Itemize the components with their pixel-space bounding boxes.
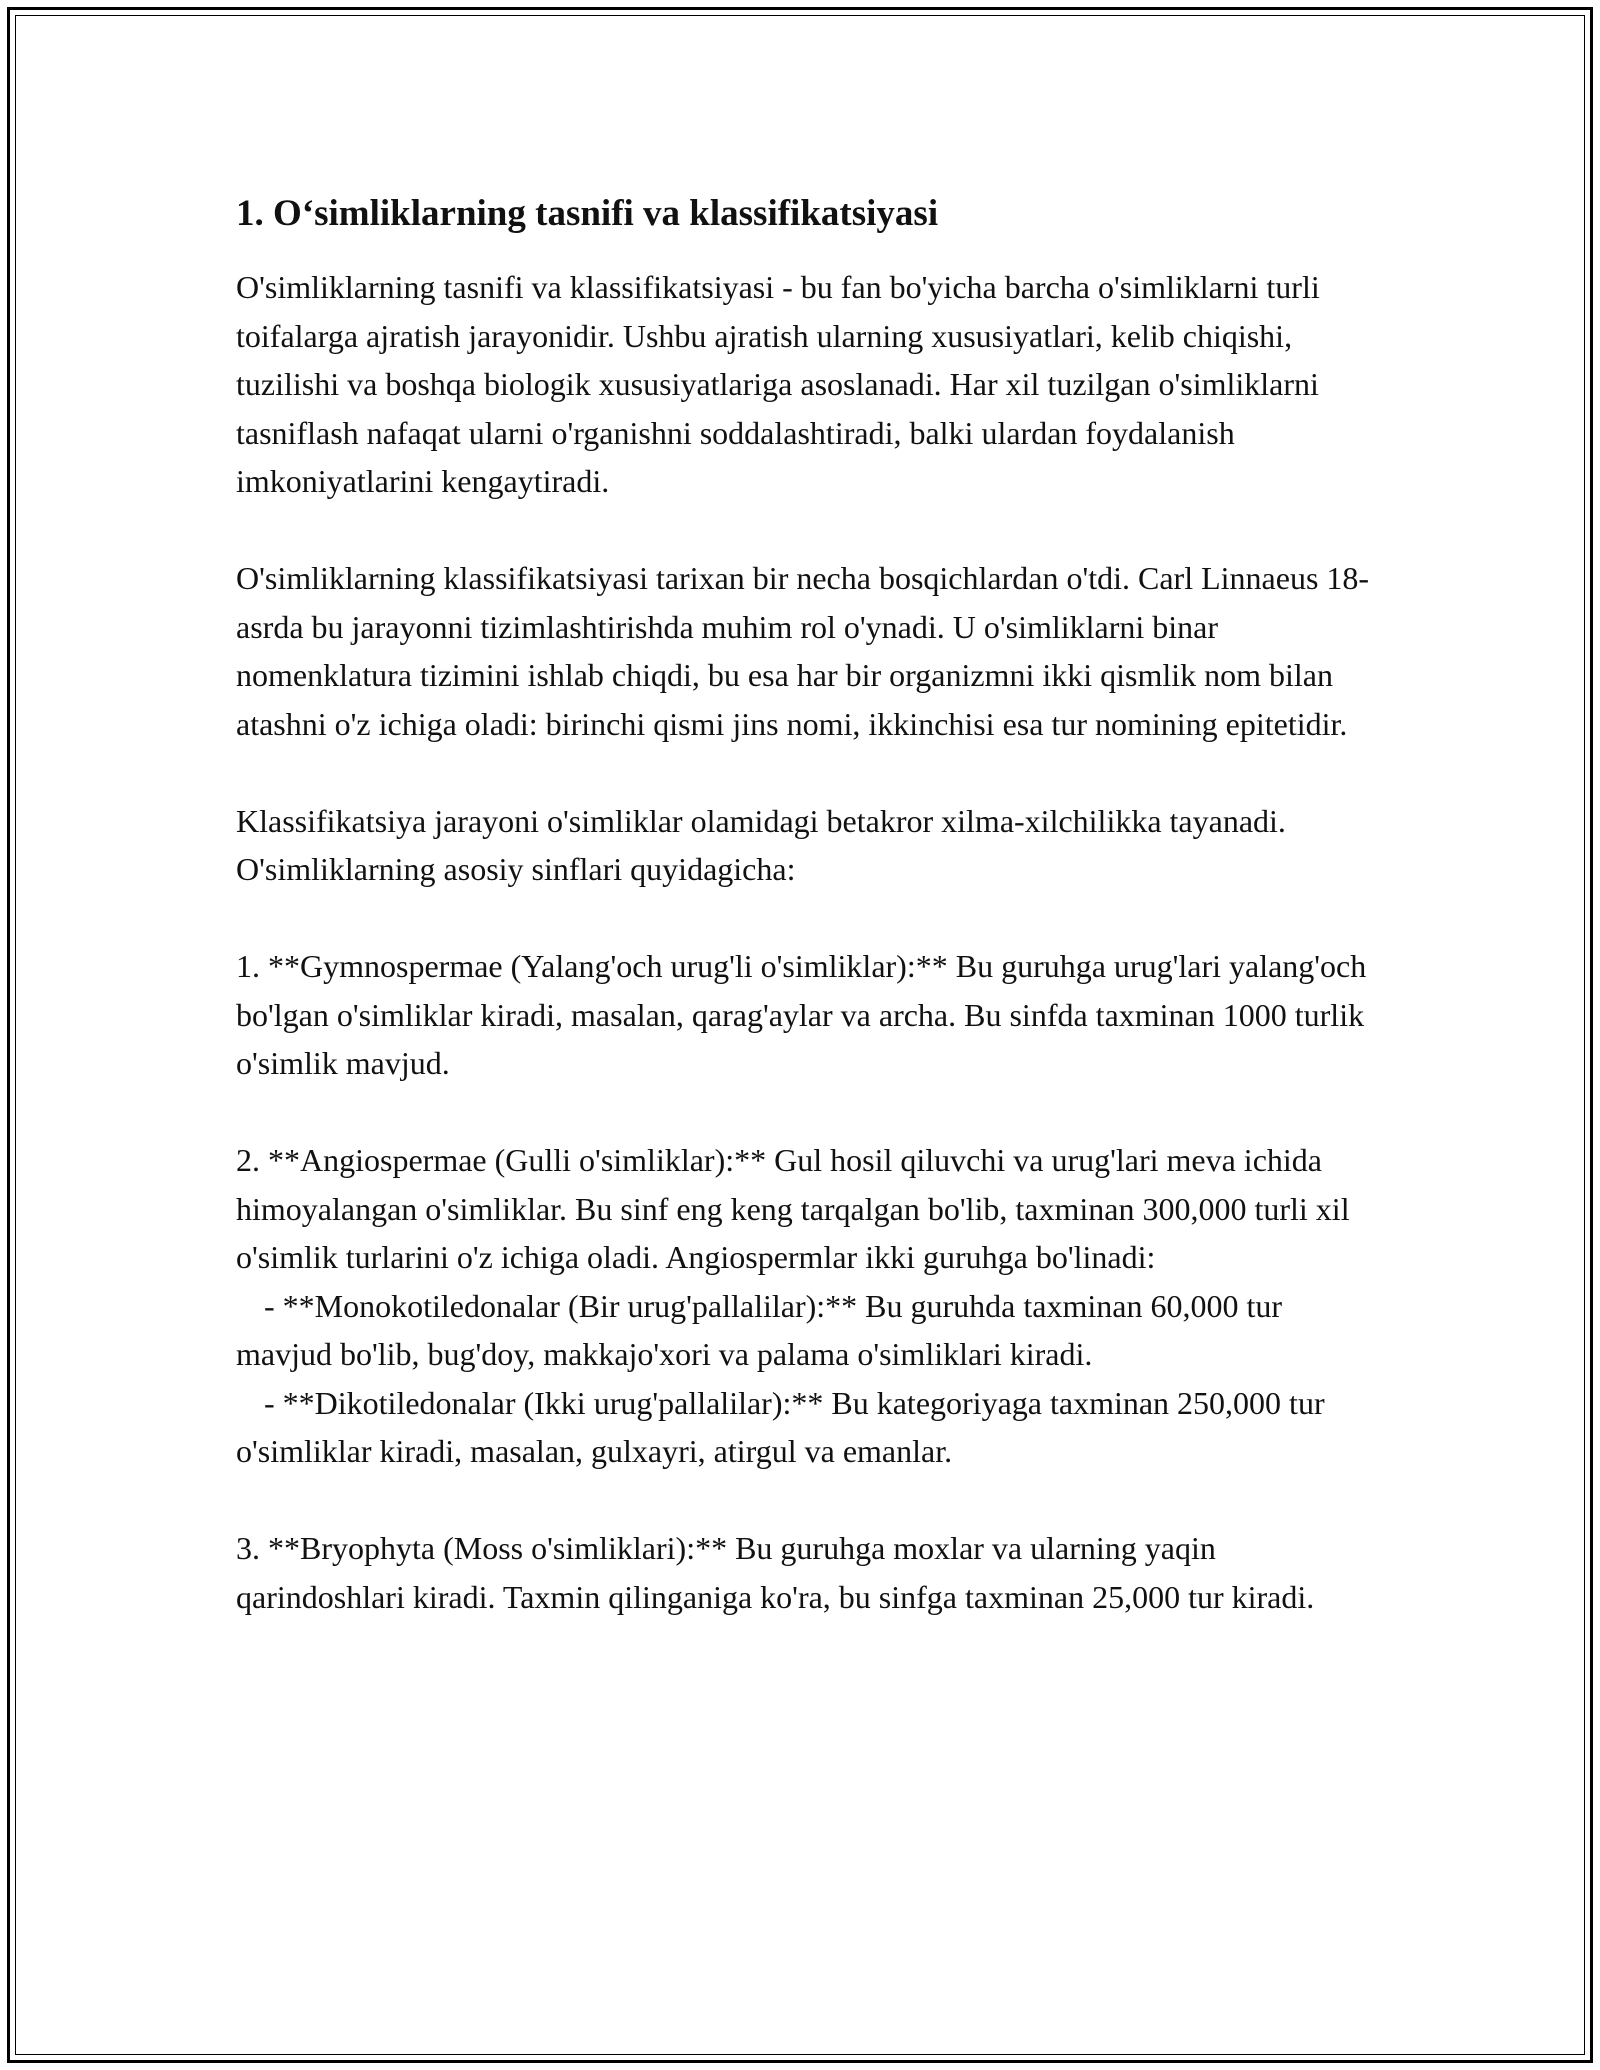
- paragraph-gap: [236, 1088, 1376, 1137]
- sublist-item-monokotiledonalar: - **Monokotiledonalar (Bir urug'pallalilar):** Bu guruhda taxminan 60,000 tur mavjud bo'lib, bug'doy, makkajo'xori va palama o'simliklari kiradi.: [236, 1287, 1290, 1372]
- paragraph-classes-intro: Klassifikatsiya jarayoni o'simliklar olamidagi betakror xilma-xilchilikka tayanadi. O'simliklarning asosiy sinflari quyidagicha:: [236, 802, 1294, 887]
- list-item-bryophyta: 3. **Bryophyta (Moss o'simliklari):** Bu guruhga moxlar va ularning yaqin qarindoshlari kiradi. Taxmin qilinganiga ko'ra, bu sinfga taxminan 25,000 tur kiradi.: [236, 1530, 1315, 1615]
- paragraph-intro: O'simliklarning tasnifi va klassifikatsiyasi - bu fan bo'yicha barcha o'simliklarni turli toifalarga ajratish jarayonidir. Ushbu ajratish ularning xususiyatlari, kelib chiqishi, tuzilishi va boshqa biologik xususiyatlariga asoslanadi. Har xil tuzilgan o'simliklarni tasniflash nafaqat ularni o'rganishni soddalashtiradi, balki ulardan foydalanish imkoniyatlarini kengaytiradi.: [236, 269, 1328, 499]
- paragraph-gap: [236, 748, 1376, 797]
- list-item-angiospermae: 2. **Angiospermae (Gulli o'simliklar):** Gul hosil qiluvchi va urug'lari meva ichida himoyalangan o'simliklar. Bu sinf eng keng tarqalgan bo'lib, taxminan 300,000 turli xil o'simlik turlarini o'z ichiga oladi. Angiospermlar ikki guruhga bo'linadi:: [236, 1142, 1358, 1275]
- paragraph-history: O'simliklarning klassifikatsiyasi tarixan bir necha bosqichlardan o'tdi. Carl Linnaeus 18-asrda bu jarayonni tizimlashtirishda muhim rol o'ynadi. U o'simliklarni binar nomenklatura tizimini ishlab chiqdi, bu esa har bir organizmni ikki qismlik nom bilan atashni o'z ichiga oladi: birinchi qismi jins nomi, ikkinchisi esa tur nomining epitetidir.: [236, 560, 1370, 742]
- list-item-gymnospermae: 1. **Gymnospermae (Yalang'och urug'li o'simliklar):** Bu guruhga urug'lari yalang'och bo'lgan o'simliklar kiradi, masalan, qarag'aylar va archa. Bu sinfda taxminan 1000 turlik o'simlik mavjud.: [236, 948, 1375, 1081]
- document-body: [236, 186, 1376, 1621]
- document-title: 1. O‘simliklarning tasnifi va klassifikatsiyasi: [236, 193, 939, 234]
- paragraph-gap: [236, 1476, 1376, 1525]
- sublist-item-dikotiledonalar: - **Dikotiledonalar (Ikki urug'pallalilar):** Bu kategoriyaga taxminan 250,000 tur o'simliklar kiradi, masalan, gulxayri, atirgul va emanlar.: [236, 1384, 1333, 1469]
- paragraph-gap: [236, 894, 1376, 943]
- paragraph-gap: [236, 506, 1376, 555]
